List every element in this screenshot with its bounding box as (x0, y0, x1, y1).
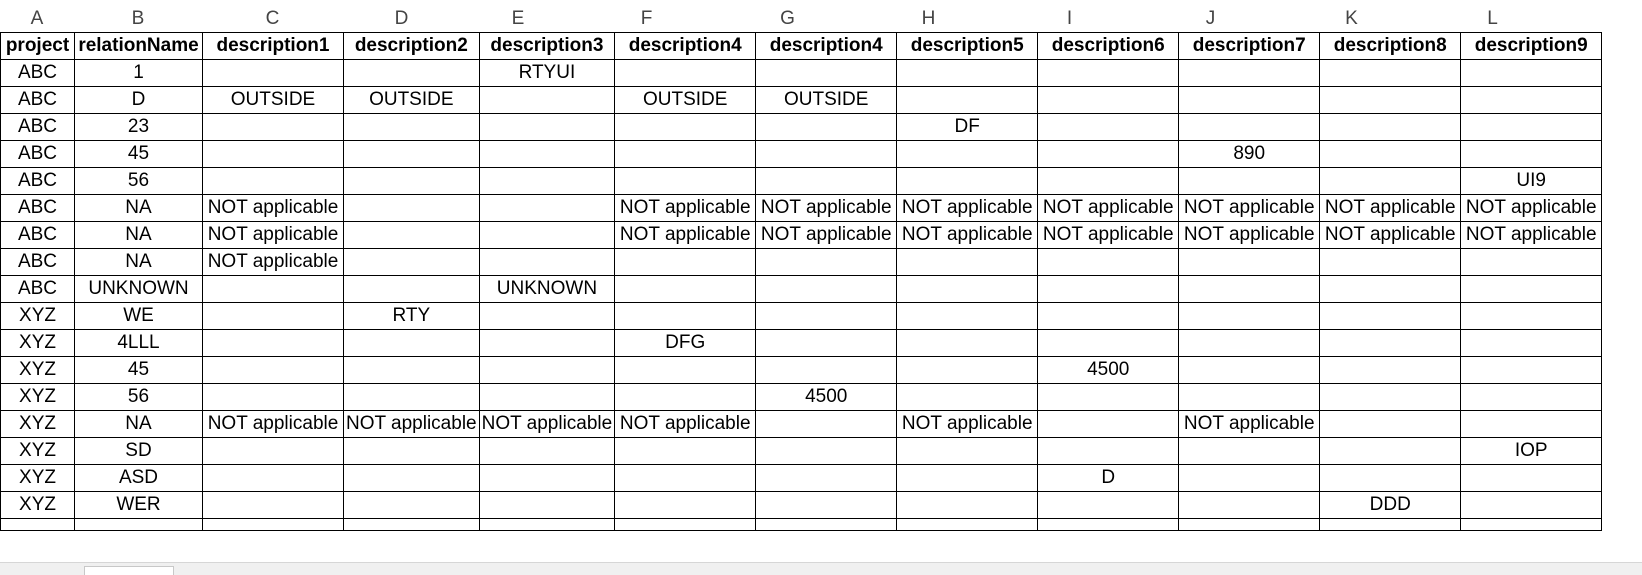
cell[interactable]: XYZ (1, 384, 75, 411)
cell[interactable] (1461, 276, 1602, 303)
cell[interactable] (1038, 519, 1179, 531)
cell[interactable] (897, 519, 1038, 531)
cell[interactable] (344, 60, 480, 87)
cell[interactable] (1179, 492, 1320, 519)
cell[interactable] (615, 168, 756, 195)
cell[interactable]: 56 (75, 384, 203, 411)
table-row (1, 276, 1602, 303)
cell[interactable] (479, 87, 615, 114)
cell[interactable] (75, 519, 203, 531)
cell[interactable] (479, 384, 615, 411)
cell[interactable] (1461, 411, 1602, 438)
cell[interactable]: XYZ (1, 303, 75, 330)
cell[interactable]: NOT applicable (615, 411, 756, 438)
cell[interactable] (1320, 141, 1461, 168)
table-row (1, 222, 1602, 249)
cell[interactable]: 45 (75, 141, 203, 168)
cell[interactable] (615, 357, 756, 384)
cell[interactable] (756, 249, 897, 276)
cell[interactable]: NOT applicable (756, 195, 897, 222)
column-letter-e[interactable]: E (511, 8, 525, 29)
cell[interactable] (344, 249, 480, 276)
cell[interactable] (479, 303, 615, 330)
cell[interactable]: NOT applicable (203, 195, 344, 222)
cell[interactable]: WER (75, 492, 203, 519)
cell[interactable] (897, 465, 1038, 492)
cell[interactable] (344, 168, 480, 195)
cell[interactable]: DFG (615, 330, 756, 357)
cell[interactable] (1179, 330, 1320, 357)
cell[interactable]: NOT applicable (615, 195, 756, 222)
cell[interactable] (344, 222, 480, 249)
cell[interactable] (203, 357, 344, 384)
cell[interactable] (203, 492, 344, 519)
cell[interactable] (1038, 87, 1179, 114)
cell[interactable]: description7 (1179, 33, 1320, 60)
cell[interactable] (615, 114, 756, 141)
cell[interactable] (479, 438, 615, 465)
cell[interactable]: 4LLL (75, 330, 203, 357)
cell[interactable]: NOT applicable (203, 249, 344, 276)
cell[interactable] (1179, 114, 1320, 141)
cell[interactable]: description1 (203, 33, 344, 60)
cell[interactable]: NA (75, 195, 203, 222)
cell[interactable] (1320, 249, 1461, 276)
header-row (1, 33, 1602, 60)
column-letter-h[interactable]: H (921, 8, 936, 29)
cell[interactable]: ABC (1, 87, 75, 114)
cell[interactable] (1320, 303, 1461, 330)
table-row (1, 411, 1602, 438)
cell[interactable] (1179, 60, 1320, 87)
cell[interactable] (203, 303, 344, 330)
cell[interactable] (1320, 411, 1461, 438)
cell[interactable] (1179, 438, 1320, 465)
cell[interactable]: RTY (344, 303, 480, 330)
cell[interactable] (897, 384, 1038, 411)
cell[interactable]: description5 (897, 33, 1038, 60)
cell[interactable]: XYZ (1, 465, 75, 492)
cell[interactable]: 1 (75, 60, 203, 87)
cell[interactable]: 4500 (756, 384, 897, 411)
cell[interactable]: ABC (1, 60, 75, 87)
cell[interactable] (1038, 303, 1179, 330)
cell[interactable]: NOT applicable (756, 222, 897, 249)
cell[interactable]: NOT applicable (203, 222, 344, 249)
cell[interactable] (1038, 330, 1179, 357)
cell[interactable]: ABC (1, 114, 75, 141)
cell[interactable] (344, 519, 480, 531)
cell[interactable] (1461, 519, 1602, 531)
cell[interactable] (1179, 384, 1320, 411)
cell[interactable]: OUTSIDE (344, 87, 480, 114)
cell[interactable]: ABC (1, 276, 75, 303)
table-row (1, 141, 1602, 168)
cell[interactable] (1038, 60, 1179, 87)
cell[interactable] (1320, 276, 1461, 303)
cell[interactable]: NOT applicable (897, 195, 1038, 222)
cell[interactable] (1038, 114, 1179, 141)
cell[interactable] (897, 141, 1038, 168)
cell[interactable] (1038, 492, 1179, 519)
cell[interactable] (897, 357, 1038, 384)
cell[interactable] (756, 303, 897, 330)
cell[interactable] (344, 141, 480, 168)
cell[interactable] (756, 411, 897, 438)
cell[interactable] (1179, 357, 1320, 384)
cell[interactable]: D (75, 87, 203, 114)
cell[interactable] (1320, 87, 1461, 114)
cell[interactable] (756, 465, 897, 492)
cell[interactable] (344, 330, 480, 357)
cell[interactable]: XYZ (1, 330, 75, 357)
table-row (1, 87, 1602, 114)
cell[interactable] (897, 492, 1038, 519)
cell[interactable] (1320, 60, 1461, 87)
cell[interactable] (1179, 168, 1320, 195)
data-grid (0, 32, 1602, 531)
cell[interactable] (1038, 438, 1179, 465)
cell[interactable] (1, 519, 75, 531)
cell[interactable]: description4 (756, 33, 897, 60)
table-row (1, 114, 1602, 141)
cell[interactable] (615, 384, 756, 411)
column-letter-b[interactable]: B (131, 8, 145, 29)
cell[interactable]: NOT applicable (1320, 222, 1461, 249)
cell[interactable]: NOT applicable (615, 222, 756, 249)
cell[interactable]: description9 (1461, 33, 1602, 60)
column-header-bar (0, 6, 1563, 32)
cell[interactable] (479, 330, 615, 357)
cell[interactable] (344, 114, 480, 141)
cell[interactable] (615, 249, 756, 276)
cell[interactable] (203, 519, 344, 531)
cell[interactable] (344, 357, 480, 384)
column-letter-d[interactable]: D (394, 8, 409, 29)
table-row (1, 492, 1602, 519)
cell[interactable] (203, 168, 344, 195)
cell[interactable]: NOT applicable (1179, 195, 1320, 222)
cell[interactable] (756, 438, 897, 465)
cell[interactable]: ABC (1, 168, 75, 195)
cell[interactable]: description8 (1320, 33, 1461, 60)
cell[interactable] (1461, 60, 1602, 87)
cell[interactable] (1038, 249, 1179, 276)
column-letter-a[interactable]: A (30, 8, 44, 29)
table-row (1, 330, 1602, 357)
sheet-tab-bar (0, 562, 1642, 575)
cell[interactable] (203, 276, 344, 303)
cell[interactable] (756, 330, 897, 357)
cell[interactable] (615, 276, 756, 303)
cell[interactable]: XYZ (1, 411, 75, 438)
cell[interactable] (1461, 87, 1602, 114)
cell[interactable] (203, 465, 344, 492)
column-letter-k[interactable]: K (1345, 8, 1358, 29)
cell[interactable] (1038, 384, 1179, 411)
cell[interactable] (1461, 249, 1602, 276)
cell[interactable]: description6 (1038, 33, 1179, 60)
cell[interactable] (1038, 141, 1179, 168)
cell[interactable]: UI9 (1461, 168, 1602, 195)
cell[interactable]: 45 (75, 357, 203, 384)
cell[interactable] (1461, 492, 1602, 519)
table-row (1, 249, 1602, 276)
cell[interactable] (1179, 249, 1320, 276)
cell[interactable]: XYZ (1, 492, 75, 519)
cell[interactable]: UNKNOWN (75, 276, 203, 303)
cell[interactable] (203, 330, 344, 357)
cell[interactable] (1320, 465, 1461, 492)
cell[interactable]: 890 (1179, 141, 1320, 168)
table-row (1, 384, 1602, 411)
column-letter-i[interactable]: I (1066, 8, 1073, 29)
cell[interactable] (344, 465, 480, 492)
cell[interactable]: NOT applicable (1038, 222, 1179, 249)
cell[interactable]: NOT applicable (1179, 411, 1320, 438)
cell[interactable] (203, 384, 344, 411)
cell[interactable]: NA (75, 222, 203, 249)
cell[interactable] (756, 357, 897, 384)
cell[interactable]: DDD (1320, 492, 1461, 519)
cell[interactable] (344, 492, 480, 519)
cell[interactable] (344, 276, 480, 303)
cell[interactable]: NOT applicable (1038, 195, 1179, 222)
empty-row (1, 519, 1602, 531)
cell[interactable] (615, 438, 756, 465)
cell[interactable]: ABC (1, 249, 75, 276)
table-row (1, 357, 1602, 384)
cell[interactable] (1038, 411, 1179, 438)
table-row (1, 465, 1602, 492)
cell[interactable] (203, 60, 344, 87)
cell[interactable] (615, 303, 756, 330)
cell[interactable] (1320, 438, 1461, 465)
cell[interactable]: RTYUI (479, 60, 615, 87)
cell[interactable] (1461, 330, 1602, 357)
cell[interactable]: description2 (344, 33, 480, 60)
cell[interactable] (1461, 141, 1602, 168)
cell[interactable] (756, 168, 897, 195)
cell[interactable]: 23 (75, 114, 203, 141)
cell[interactable] (615, 492, 756, 519)
cell[interactable] (344, 438, 480, 465)
cell[interactable]: ABC (1, 141, 75, 168)
cell[interactable] (1179, 519, 1320, 531)
cell[interactable] (1179, 465, 1320, 492)
cell[interactable]: NOT applicable (897, 222, 1038, 249)
cell[interactable]: NOT applicable (479, 411, 615, 438)
cell[interactable] (1179, 87, 1320, 114)
cell[interactable] (1038, 276, 1179, 303)
cell[interactable]: NOT applicable (1461, 195, 1602, 222)
cell[interactable] (1461, 357, 1602, 384)
cell[interactable] (897, 303, 1038, 330)
cell[interactable] (479, 168, 615, 195)
cell[interactable] (897, 60, 1038, 87)
cell[interactable] (1038, 168, 1179, 195)
cell[interactable] (479, 492, 615, 519)
cell[interactable]: NOT applicable (897, 411, 1038, 438)
cell[interactable]: WE (75, 303, 203, 330)
cell[interactable] (756, 276, 897, 303)
table-row (1, 438, 1602, 465)
cell[interactable] (897, 330, 1038, 357)
cell[interactable] (1461, 384, 1602, 411)
cell[interactable] (479, 141, 615, 168)
cell[interactable] (756, 60, 897, 87)
table-row (1, 303, 1602, 330)
cell[interactable] (615, 60, 756, 87)
cell[interactable] (615, 141, 756, 168)
cell[interactable]: D (1038, 465, 1179, 492)
column-letter-l[interactable]: L (1487, 8, 1498, 29)
cell[interactable] (1179, 303, 1320, 330)
cell[interactable] (1179, 276, 1320, 303)
cell[interactable] (479, 114, 615, 141)
cell[interactable] (1320, 519, 1461, 531)
cell[interactable] (1320, 168, 1461, 195)
cell[interactable]: NA (75, 411, 203, 438)
cell[interactable] (203, 438, 344, 465)
cell[interactable]: ABC (1, 195, 75, 222)
cell[interactable]: SD (75, 438, 203, 465)
cell[interactable]: 4500 (1038, 357, 1179, 384)
cell[interactable]: XYZ (1, 357, 75, 384)
cell[interactable]: NOT applicable (203, 411, 344, 438)
cell[interactable]: IOP (1461, 438, 1602, 465)
cell[interactable] (344, 195, 480, 222)
cell[interactable] (479, 465, 615, 492)
cell[interactable] (203, 114, 344, 141)
cell[interactable] (1320, 330, 1461, 357)
cell[interactable]: ASD (75, 465, 203, 492)
cell[interactable]: NA (75, 249, 203, 276)
cell[interactable]: NOT applicable (1179, 222, 1320, 249)
cell[interactable] (479, 357, 615, 384)
cell[interactable] (897, 438, 1038, 465)
cell[interactable] (615, 519, 756, 531)
cell[interactable]: OUTSIDE (203, 87, 344, 114)
table-row (1, 168, 1602, 195)
table-row (1, 195, 1602, 222)
cell[interactable]: NOT applicable (1461, 222, 1602, 249)
cell[interactable]: NOT applicable (1320, 195, 1461, 222)
cell[interactable] (897, 87, 1038, 114)
cell[interactable]: relationName (75, 33, 203, 60)
column-letter-j[interactable]: J (1205, 8, 1216, 29)
cell[interactable]: description4 (615, 33, 756, 60)
cell[interactable] (479, 519, 615, 531)
cell[interactable] (756, 519, 897, 531)
cell[interactable]: 56 (75, 168, 203, 195)
cell[interactable] (756, 114, 897, 141)
cell[interactable]: UNKNOWN (479, 276, 615, 303)
column-letter-c[interactable]: C (265, 8, 280, 29)
table-row (1, 60, 1602, 87)
cell[interactable] (1461, 465, 1602, 492)
column-letter-g[interactable]: G (780, 8, 795, 29)
cell[interactable] (1320, 357, 1461, 384)
cell[interactable] (1461, 114, 1602, 141)
cell[interactable] (897, 249, 1038, 276)
cell[interactable]: ABC (1, 222, 75, 249)
cell[interactable]: OUTSIDE (756, 87, 897, 114)
cell[interactable] (1461, 303, 1602, 330)
cell[interactable] (897, 276, 1038, 303)
cell[interactable]: OUTSIDE (615, 87, 756, 114)
cell[interactable] (756, 141, 897, 168)
cell[interactable] (897, 168, 1038, 195)
cell[interactable] (615, 465, 756, 492)
cell[interactable] (479, 222, 615, 249)
cell[interactable]: NOT applicable (344, 411, 480, 438)
cell[interactable] (1320, 384, 1461, 411)
cell[interactable]: description3 (479, 33, 615, 60)
cell[interactable] (1320, 114, 1461, 141)
cell[interactable] (344, 384, 480, 411)
cell[interactable] (756, 492, 897, 519)
cell[interactable]: XYZ (1, 438, 75, 465)
cell[interactable]: DF (897, 114, 1038, 141)
cell[interactable] (479, 249, 615, 276)
cell[interactable]: project (1, 33, 75, 60)
column-letter-f[interactable]: F (640, 8, 653, 29)
cell[interactable] (479, 195, 615, 222)
cell[interactable] (203, 141, 344, 168)
